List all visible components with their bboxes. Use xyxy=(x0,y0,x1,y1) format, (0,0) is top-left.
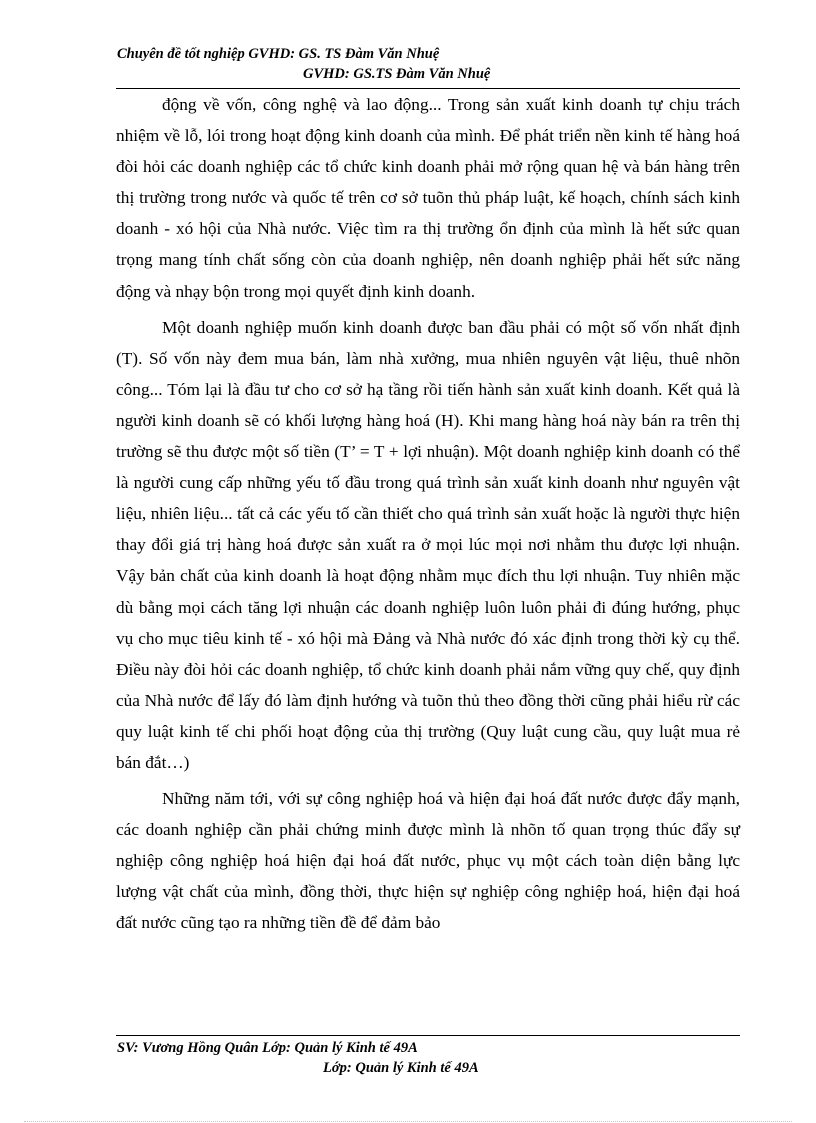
body-paragraph-1: động về vốn, công nghệ và lao động... Trong sản xuất kinh doanh tự chịu trách nhiệm về lỗ, lói trong hoạt động kinh doanh của mình. Để phát triển nền kinh tế hàng hoá đòi hỏi các doanh nghiệp các tổ chức kinh doanh phải mở rộng quan hệ và bán hàng trên thị trường trong nước và quốc tế trên cơ sở tuõn thủ pháp luật, kế hoạch, chính sách kinh doanh - xó hội của Nhà nước. Việc tìm ra thị trường ổn định của mình là hết sức quan trọng mang tính chất sống còn của doanh nghiệp, nên doanh nghiệp phải hết sức năng động và nhạy bộn trong mọi quyết định kinh doanh. xyxy=(116,95,740,301)
page-footer xyxy=(117,1038,747,1078)
body-paragraph-3: Những năm tới, với sự công nghiệp hoá và hiện đại hoá đất nước được đẩy mạnh, các doanh nghiệp cần phải chứng minh được mình là nhõn tố quan trọng thúc đẩy sự nghiệp công nghiệp hoá hiện đại hoá đất nước, phục vụ một cách toàn diện bằng lực lượng vật chất của mình, đồng thời, thực hiện sự nghiệp công nghiệp hoá, hiện đại hoá đất nước cũng tạo ra những tiền đề để đảm bảo xyxy=(116,789,740,933)
header-title-line: Chuyên đề tốt nghiệp GVHD: GS. TS Đàm Văn Nhuệ xyxy=(117,46,440,62)
footer-class-line: Lớp: Quản lý Kinh tế 49A xyxy=(323,1060,479,1076)
page-header xyxy=(117,44,747,84)
header-supervisor-line: GVHD: GS.TS Đàm Văn Nhuệ xyxy=(303,66,491,82)
footer-divider xyxy=(116,1035,740,1036)
page-bottom-border xyxy=(24,1121,792,1122)
page-body xyxy=(116,89,740,939)
footer-student-line: SV: Vương Hồng Quân Lớp: Quản lý Kinh tế 49A xyxy=(117,1040,418,1056)
body-paragraph-2: Một doanh nghiệp muốn kinh doanh được ban đầu phải có một số vốn nhất định (T). Số vốn này đem mua bán, làm nhà xưởng, mua nhiên nguyên vật liệu, thuê nhõn công... Tóm lại là đầu tư cho cơ sở hạ tầng rồi tiến hành sản xuất kinh doanh. Kết quả là người kinh doanh sẽ có khối lượng hàng hoá (H). Khi mang hàng hoá này bán ra trên thị trường sẽ thu được một số tiền (T’ = T + lợi nhuận). Một doanh nghiệp kinh doanh có thể là người cung cấp những yếu tố đầu trong quá trình sản xuất kinh doanh như nguyên vật liệu, nhiên liệu... tất cả các yếu tố cần thiết cho quá trình sản xuất hoặc là người thực hiện thay đổi giá trị hàng hoá được sản xuất ra ở mọi lúc mọi nơi nhằm thu được lợi nhuận. Vậy bản chất của kinh doanh là hoạt động nhằm mục đích thu lợi nhuận. Tuy nhiên mặc dù bằng mọi cách tăng lợi nhuận các doanh nghiệp luôn luôn phải đi đúng hướng, phục vụ cho mục tiêu kinh tế - xó hội mà Đảng và Nhà nước đó xác định trong thời kỳ cụ thể. Điều này đòi hỏi các doanh nghiệp, tổ chức kinh doanh phải nắm vững quy chế, quy định của Nhà nước để lấy đó làm định hướng và tuõn thủ theo đồng thời cũng phải hiểu rừ các quy luật kinh tế chi phối hoạt động của thị trường (Quy luật cung cầu, quy luật mua rẻ bán đắt…) xyxy=(116,317,740,772)
